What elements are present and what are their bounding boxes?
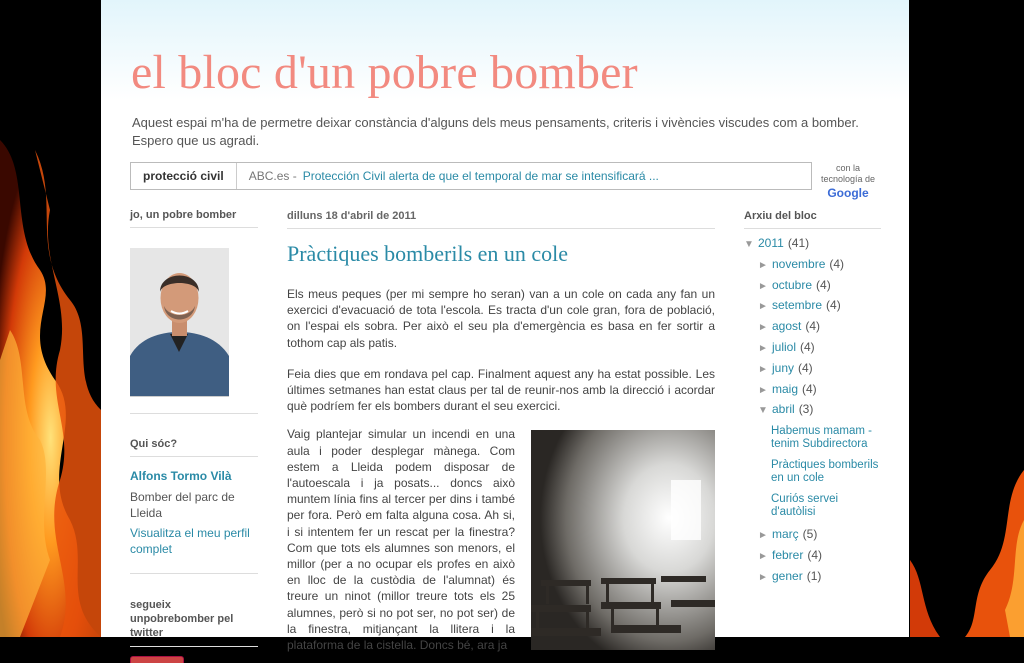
collapsed-triangle-icon[interactable]: ► [758,259,768,271]
sidebar-divider [130,573,258,574]
post-paragraph: Vaig plantejar simular un incendi en una aula i poder desplegar mànega. Com estem a Lleida podem disposar de l'autoescala i ja posats... doncs això muntem línia fins al tercer per dins i també per fora. Però em falta alguna cosa. Ah si, i si intentem fer un rescat per la finestra? Com que tots els alumnes son menors, el millor (per a no ocupar els profes en això en lloc de la custòdia de l'alumnat) és treure un ninot (millor treure tots els 25 alumnes, però si no pot ser, no pot ser) de la finestra, mitjançant la llitera i la plataforma de la cistella. Doncs bé, ara ja [287,427,515,653]
post-date-header: dilluns 18 d'abril de 2011 [287,205,715,229]
archive-month-juny[interactable] [744,361,881,382]
collapsed-triangle-icon[interactable]: ► [758,301,768,313]
sidebar-divider [130,413,258,414]
archive-month-link[interactable]: juliol [772,339,797,354]
archive-month-febrer[interactable] [744,548,881,569]
archive-month-link[interactable]: gener [772,568,803,583]
archive-month-count: (1) [806,568,822,583]
archive-month-setembre[interactable] [744,298,881,319]
archive-title: Arxiu del bloc [744,205,881,229]
archive-month-count: (4) [826,298,841,313]
archive-month-novembre[interactable] [744,257,881,278]
archive-month-link[interactable]: octubre [772,277,813,292]
archive-month-abril[interactable] [744,402,881,423]
google-logo-text: Google [827,186,869,200]
archive-post-link[interactable]: Curiós servei d'autòlisi [771,493,839,519]
about-widget-title: Qui sóc? [130,434,258,457]
archive-month-count: (4) [829,256,845,271]
about-widget [130,434,258,557]
collapsed-triangle-icon[interactable]: ► [758,571,768,583]
main-column [287,205,715,654]
archive-month-juliol[interactable] [744,340,881,361]
expanded-triangle-icon[interactable]: ▼ [758,405,768,417]
profile-photo[interactable] [130,248,229,397]
flames-background-right [910,0,1024,637]
twitter-widget-title: segueix unpobrebomber pel twitter [130,598,258,647]
news-source: ABC.es - [248,169,297,183]
collapsed-triangle-icon[interactable]: ► [758,530,768,542]
archive-month-count: (4) [807,547,823,562]
google-logo [817,188,879,199]
archive-year-2011[interactable] [744,236,881,257]
collapsed-triangle-icon[interactable]: ► [758,384,768,396]
blog-archive [744,205,881,590]
archive-month-maig[interactable] [744,382,881,403]
archive-month-link[interactable]: setembre [772,298,823,313]
post-title-link[interactable]: Pràctiques bomberils en un cole [287,241,569,266]
archive-posts-list [744,425,881,519]
collapsed-triangle-icon[interactable]: ► [758,280,768,292]
blog-title[interactable]: el bloc d'un pobre bomber [131,46,638,99]
expanded-triangle-icon[interactable]: ▼ [744,239,754,250]
post-paragraph: Els meus peques (per mi sempre ho seran) van a un cole on cada any fan un exercici d'evacuació de tota l'escola. Es tracta d'un cole gran, fora de població, on l'espai els sobra. Per això el seu pla d'emergència es basa en fer sortir a tothom cap als patis. [287,287,715,350]
archive-month-link[interactable]: juny [772,360,795,375]
twitter-follow-button[interactable] [130,656,184,663]
archive-post-link[interactable]: Habemus mamam - tenim Subdirectora [771,425,872,451]
archive-month-count: (4) [798,360,813,375]
profile-location: Bomber del parc de Lleida [130,490,235,520]
archive-month-gener[interactable] [744,569,881,590]
archive-month-link[interactable]: febrer [772,547,804,562]
archive-month-link[interactable]: març [772,527,799,542]
view-full-profile-link[interactable]: Visualitza el meu perfil complet [130,526,250,556]
blog-description: Aquest espai m'ha de permetre deixar constància d'alguns dels meus pensaments, criteris i vivències viscudes com a bomber. Espero que us agradi. [132,115,859,148]
archive-month-count: (4) [816,277,831,292]
archive-month-count: (4) [805,319,821,334]
archive-month-link[interactable]: agost [772,319,802,334]
left-sidebar [130,205,258,663]
post-body [287,286,715,653]
profile-photo-widget-title: jo, un pobre bomber [130,205,258,228]
flames-background-left [0,0,101,637]
powered-by-google[interactable] [817,163,879,199]
collapsed-triangle-icon[interactable]: ► [758,550,768,562]
blog-page [101,0,909,653]
archive-year-count: (41) [787,236,810,250]
powered-line1: con la [835,163,861,173]
powered-line2: tecnología de [820,174,876,184]
archive-month-count: (5) [802,527,818,542]
archive-month-count: (3) [798,402,814,417]
collapsed-triangle-icon[interactable]: ► [758,322,768,334]
post-paragraph: Feia dies que em rondava pel cap. Finalment aquest any ha estat possible. Les últimes setmanes han estat claus per tal de reunir-nos amb la direcció i acordar què podríem fer els bombers durant el seu exercici. [287,366,715,414]
archive-month-link[interactable]: novembre [772,256,826,271]
archive-month-count: (4) [802,381,817,396]
archive-month-link[interactable]: abril [772,402,795,417]
news-headline-link[interactable]: Protección Civil alerta de que el temporal de mar se intensificará ... [302,169,659,183]
archive-month-octubre[interactable] [744,278,881,299]
collapsed-triangle-icon[interactable]: ► [758,342,768,354]
archive-month-marc[interactable] [744,527,881,548]
classroom-smoke-photo[interactable] [531,430,715,650]
archive-month-link[interactable]: maig [772,381,799,396]
news-bar-label: protecció civil [131,163,237,189]
archive-post-link[interactable]: Pràctiques bomberils en un cole [771,459,879,485]
collapsed-triangle-icon[interactable]: ► [758,363,768,375]
profile-name-link[interactable]: Alfons Tormo Vilà [130,469,232,483]
news-bar [130,162,812,190]
archive-month-agost[interactable] [744,319,881,340]
archive-month-count: (4) [800,339,815,354]
archive-year-link[interactable]: 2011 [758,236,784,250]
